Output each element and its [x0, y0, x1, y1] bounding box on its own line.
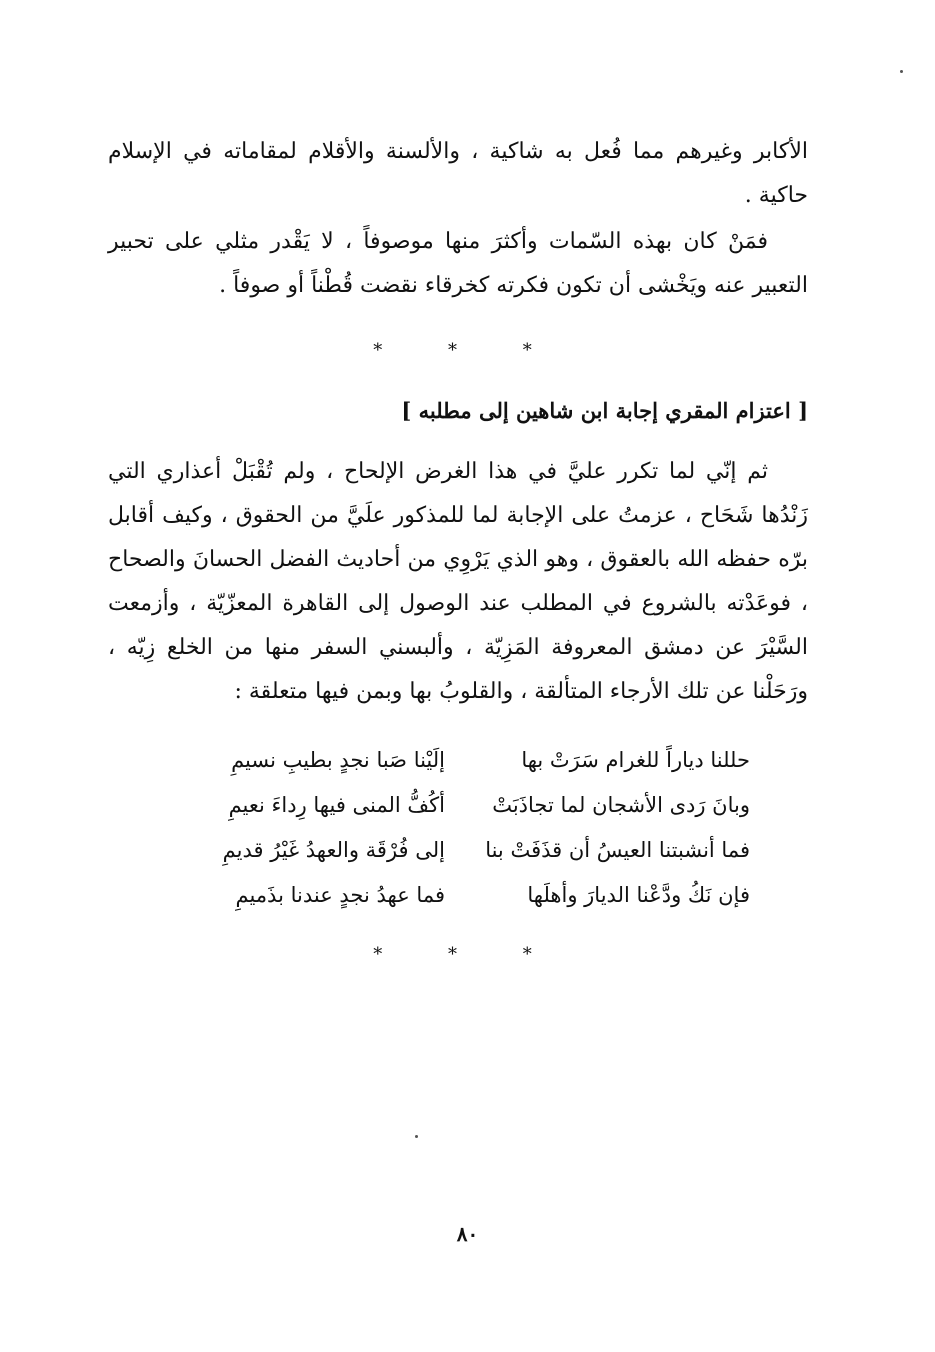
verse-first-hemistich: فإن نَكُ ودَّعْنا الديارَ وأهلَها [527, 883, 750, 907]
poem-verse [160, 783, 750, 828]
paragraph-narrative: ثم إنّي لما تكرر عليَّ في هذا الغرض الإلحاح ، ولم تُقْبَلْ أعذاري التي زَنْدُها شَحَاح ، عزمتُ على الإجابة لما للمذكور علَيَّ من الحقوق ، وكيف أقابل برّه حفظه الله بالعقوق ، وهو الذي يَرْوِي من أحاديث الفضل الحسانَ والصحاح ، فوعَدْته بالشروع في المطلب عند الوصول إلى القاهرة المعزّيّة ، وأزمعت السَّيْرَ عن دمشق المعروفة المَزِيّة ، وألبسني السفر منها من الخلع زِيّه ، ورَحَلْنا عن تلك الأرجاء المتألقة ، والقلوبُ بها وبمن فيها متعلقة : [108, 459, 808, 704]
verse-first-hemistich: حللنا دياراً للغرام سَرَتْ بها [521, 748, 750, 772]
verse-first-hemistich: وبانَ رَدى الأشجان لما تجاذَبَتْ [492, 793, 750, 817]
section-heading: [ اعتزام المقري إجابة ابن شاهين إلى مطلبه ] [401, 398, 808, 423]
paragraph-description: فمَنْ كان بهذه السّمات وأكثرَ منها موصوفاً ، لا يَقْدر مثلي على تحبير التعبير عنه ويَخْشى أن تكون فكرته كخرقاء نقضت قُطْناً أو صوفاً . [108, 229, 808, 298]
scan-speck [415, 1135, 418, 1138]
scan-speck [900, 70, 903, 73]
poem-verse [160, 738, 750, 783]
verse-second-hemistich: أكُفُّ المنى فيها رِداءَ نعيمِ [228, 793, 445, 817]
page-number: ٨٠ [456, 1222, 479, 1246]
section-separator: * * * [373, 944, 562, 965]
poem-verse [160, 828, 750, 873]
verse-first-hemistich: فما أنشبتنا العيسُ أن قذَفَتْ بنا [485, 838, 750, 862]
section-separator: * * * [373, 340, 562, 361]
poem-verse [160, 873, 750, 918]
verse-second-hemistich: إلَيْنا صَبا نجدٍ بطيبِ نسيمِ [231, 748, 445, 772]
verse-second-hemistich: فما عهدُ نجدٍ عندنا بذَميمِ [235, 883, 445, 907]
verse-second-hemistich: إلى فُرْقَة والعهدُ غَيْرُ قديمِ [222, 838, 445, 862]
poem [160, 738, 750, 918]
paragraph-continuation: الأكابر وغيرهم مما فُعل به شاكية ، والألسنة والأقلام لمقاماته في الإسلام حاكية . [108, 139, 808, 208]
